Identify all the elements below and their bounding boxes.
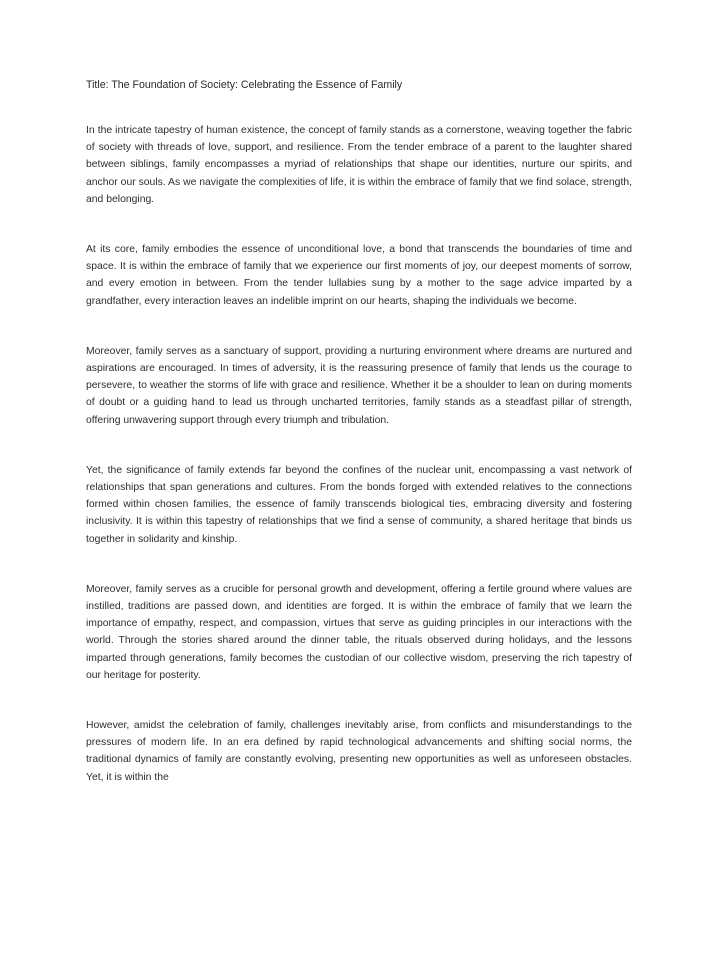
paragraph-1: In the intricate tapestry of human existence, the concept of family stands as a cornerstone, weaving together the fabric of society with threads of love, support, and resilience. From the tender embrace of a parent to the laughter shared between siblings, family encompasses a myriad of relationships that shape our identities, nurture our spirits, and anchor our souls. As we navigate the complexities of life, it is within the embrace of family that we find solace, strength, and belonging.	[86, 125, 632, 205]
paragraph-2: At its core, family embodies the essence of unconditional love, a bond that transcends the boundaries of time and space. It is within the embrace of family that we experience our first moments of joy, our deepest moments of sorrow, and every emotion in between. From the tender lullabies sung by a mother to the sage advice imparted by a grandfather, every interaction leaves an indelible imprint on our hearts, shaping the individuals we become.	[86, 244, 632, 307]
document-title: Title: The Foundation of Society: Celebrating the Essence of Family	[86, 79, 403, 91]
document-page	[86, 78, 632, 819]
paragraph-3: Moreover, family serves as a sanctuary of support, providing a nurturing environment where dreams are nurtured and aspirations are encouraged. In times of adversity, it is the reassuring presence of family that lends us the courage to persevere, to weather the storms of life with grace and resilience. Whether it be a shoulder to lean on during moments of doubt or a guiding hand to lead us through uncharted territories, family stands as a steadfast pillar of strength, offering unwavering support through every triumph and tribulation.	[86, 345, 632, 426]
paragraph-4: Yet, the significance of family extends far beyond the confines of the nuclear unit, encompassing a vast network of relationships that span generations and cultures. From the bonds forged with extended relatives to the connections formed within chosen families, the essence of family transcends biological ties, embracing diversity and fostering inclusivity. It is within this tapestry of relationships that we find a sense of community, a shared heritage that binds us together in solidarity and kinship.	[86, 464, 632, 545]
paragraph-6: However, amidst the celebration of family, challenges inevitably arise, from conflicts and misunderstandings to the pressures of modern life. In an era defined by rapid technological advancements and shifting social norms, the traditional dynamics of family are constantly evolving, presenting new opportunities as well as unforeseen obstacles. Yet, it is within the	[86, 720, 632, 783]
paragraph-5: Moreover, family serves as a crucible for personal growth and development, offering a fertile ground where values are instilled, traditions are passed down, and identities are forged. It is within the embrace of family that we learn the importance of empathy, respect, and compassion, virtues that serve as guiding principles in our interactions with the world. Through the stories shared around the dinner table, the rituals observed during holidays, and the lessons imparted through generations, family becomes the custodian of our collective wisdom, preserving the rich tapestry of our heritage for posterity.	[86, 583, 632, 681]
